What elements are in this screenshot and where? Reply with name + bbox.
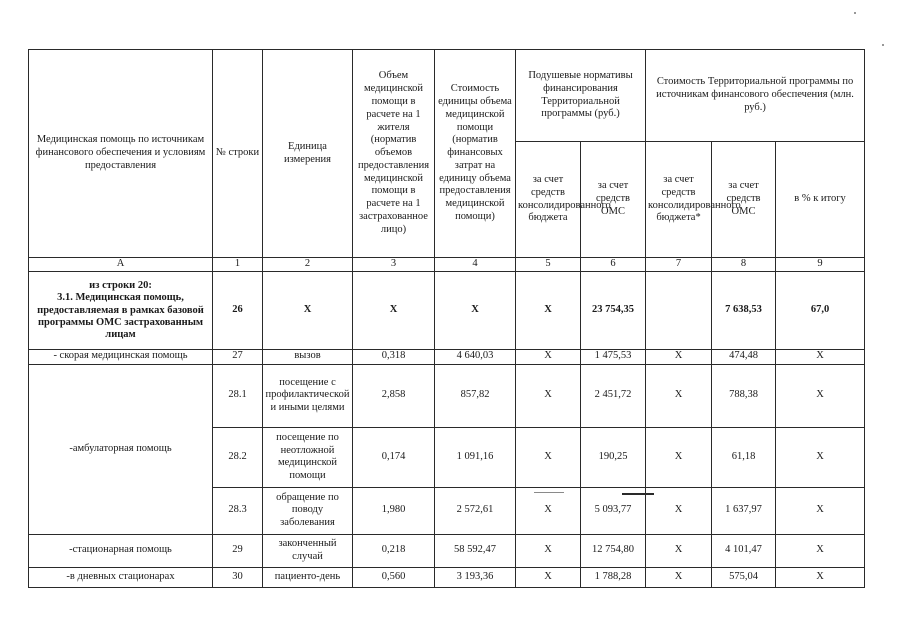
table-cell: Х	[516, 364, 581, 427]
table-cell: Х	[776, 534, 865, 567]
table-cell: Х	[516, 534, 581, 567]
table-cell: 58 592,47	[435, 534, 516, 567]
header-volume: Объем медицинской помощи в расчете на 1 жителя (норматив объемов предоставления медицинской помощи в расчете на 1 застрахованное лицо)	[353, 50, 435, 258]
financing-table	[28, 49, 865, 588]
section-label: из строки 20: 3.1. Медицинская помощь, предоставляемая в рамках базовой программы ОМС застрахованным лицам	[29, 271, 213, 349]
table-cell	[646, 271, 712, 349]
table-cell: 1 091,16	[435, 427, 516, 487]
header-care-type: Медицинская помощь по источникам финансового обеспечения и условиям предоставления	[29, 50, 213, 258]
table-cell: Х	[646, 364, 712, 427]
table-cell: Х	[646, 487, 712, 534]
header-sub-percent: в % к итогу	[776, 142, 865, 258]
header-program-cost: Стоимость Территориальной программы по источникам финансового обеспечения (млн. руб.)	[646, 50, 865, 142]
table-cell: Х	[646, 534, 712, 567]
header-row-number: № строки	[213, 50, 263, 258]
table-cell: 27	[213, 349, 263, 364]
table-cell: 474,48	[712, 349, 776, 364]
table-cell: Х	[516, 567, 581, 587]
table-cell: 0,218	[353, 534, 435, 567]
row-label: - скорая медицинская помощь	[29, 349, 213, 364]
table-cell: 5 093,77	[581, 487, 646, 534]
header-per-capita: Подушевые нормативы финансирования Территориальной программы (руб.)	[516, 50, 646, 142]
header-unit: Единица измерения	[263, 50, 353, 258]
table-cell: Х	[516, 427, 581, 487]
table-cell: вызов	[263, 349, 353, 364]
unit-cell: пациенто-день	[263, 567, 353, 587]
table-cell: 61,18	[712, 427, 776, 487]
index-cell: 6	[581, 258, 646, 272]
table-cell: 190,25	[581, 427, 646, 487]
table-cell: Х	[516, 349, 581, 364]
index-cell: 7	[646, 258, 712, 272]
table-row-29	[29, 534, 865, 567]
table-cell: 1 475,53	[581, 349, 646, 364]
table-cell: 4 640,03	[435, 349, 516, 364]
table-cell: Х	[776, 487, 865, 534]
row-label: -стационарная помощь	[29, 534, 213, 567]
header-unit-cost: Стоимость единицы объема медицинской помощи (норматив финансовых затрат на единицу объема предоставления медицинской помощи)	[435, 50, 516, 258]
pen-stroke-mark	[534, 492, 564, 493]
row-label-ambulatory: -амбулаторная помощь	[29, 364, 213, 534]
table-cell: Х	[646, 349, 712, 364]
table-cell: 857,82	[435, 364, 516, 427]
table-cell: 0,318	[353, 349, 435, 364]
table-cell: Х	[776, 364, 865, 427]
index-cell: А	[29, 258, 213, 272]
table-row-28-1	[29, 364, 865, 427]
index-cell: 4	[435, 258, 516, 272]
header-row-1	[29, 50, 865, 142]
index-cell: 2	[263, 258, 353, 272]
table-cell: Х	[646, 567, 712, 587]
table-cell: 28.3	[213, 487, 263, 534]
table-cell: Х	[516, 271, 581, 349]
table-cell: 1 637,97	[712, 487, 776, 534]
index-cell: 5	[516, 258, 581, 272]
header-sub-oms: за счет средств ОМС	[581, 142, 646, 258]
table-cell: 3 193,36	[435, 567, 516, 587]
table-cell: Х	[776, 427, 865, 487]
index-cell: 3	[353, 258, 435, 272]
table-cell: Х	[646, 427, 712, 487]
unit-cell: посещение с профилактической и иными целями	[263, 364, 353, 427]
table-row-27	[29, 349, 865, 364]
header-sub-oms-2: за счет средств ОМС	[712, 142, 776, 258]
table-cell: 1,980	[353, 487, 435, 534]
index-cell: 9	[776, 258, 865, 272]
unit-cell: законченный случай	[263, 534, 353, 567]
table-cell: 7 638,53	[712, 271, 776, 349]
table-cell: Х	[776, 567, 865, 587]
table-cell: 28.2	[213, 427, 263, 487]
table-cell: 30	[213, 567, 263, 587]
table-cell: 26	[213, 271, 263, 349]
header-sub-budget-star: за счет средств консолидированного бюджета*	[646, 142, 712, 258]
scan-speck	[854, 12, 856, 14]
table-cell: Х	[263, 271, 353, 349]
table-cell: 4 101,47	[712, 534, 776, 567]
table-cell: Х	[516, 487, 581, 534]
table-cell: 67,0	[776, 271, 865, 349]
table-cell: 1 788,28	[581, 567, 646, 587]
table-cell: 29	[213, 534, 263, 567]
section-row-26	[29, 271, 865, 349]
index-cell: 8	[712, 258, 776, 272]
row-label: -в дневных стационарах	[29, 567, 213, 587]
table-cell: 2,858	[353, 364, 435, 427]
header-sub-budget: за счет средств консолидированного бюджета	[516, 142, 581, 258]
table-cell: 2 451,72	[581, 364, 646, 427]
table-cell: Х	[435, 271, 516, 349]
index-cell: 1	[213, 258, 263, 272]
scan-speck	[882, 44, 884, 46]
table-cell: Х	[776, 349, 865, 364]
table-cell: 12 754,80	[581, 534, 646, 567]
column-index-row	[29, 258, 865, 272]
pen-stroke-mark	[622, 493, 654, 495]
table-cell: 0,174	[353, 427, 435, 487]
table-cell: 575,04	[712, 567, 776, 587]
table-row-30	[29, 567, 865, 587]
table-cell: 2 572,61	[435, 487, 516, 534]
table-cell: 788,38	[712, 364, 776, 427]
unit-cell: обращение по поводу заболевания	[263, 487, 353, 534]
table-cell: 28.1	[213, 364, 263, 427]
table-cell: 23 754,35	[581, 271, 646, 349]
table-cell: Х	[353, 271, 435, 349]
table-cell: 0,560	[353, 567, 435, 587]
unit-cell: посещение по неотложной медицинской помощи	[263, 427, 353, 487]
